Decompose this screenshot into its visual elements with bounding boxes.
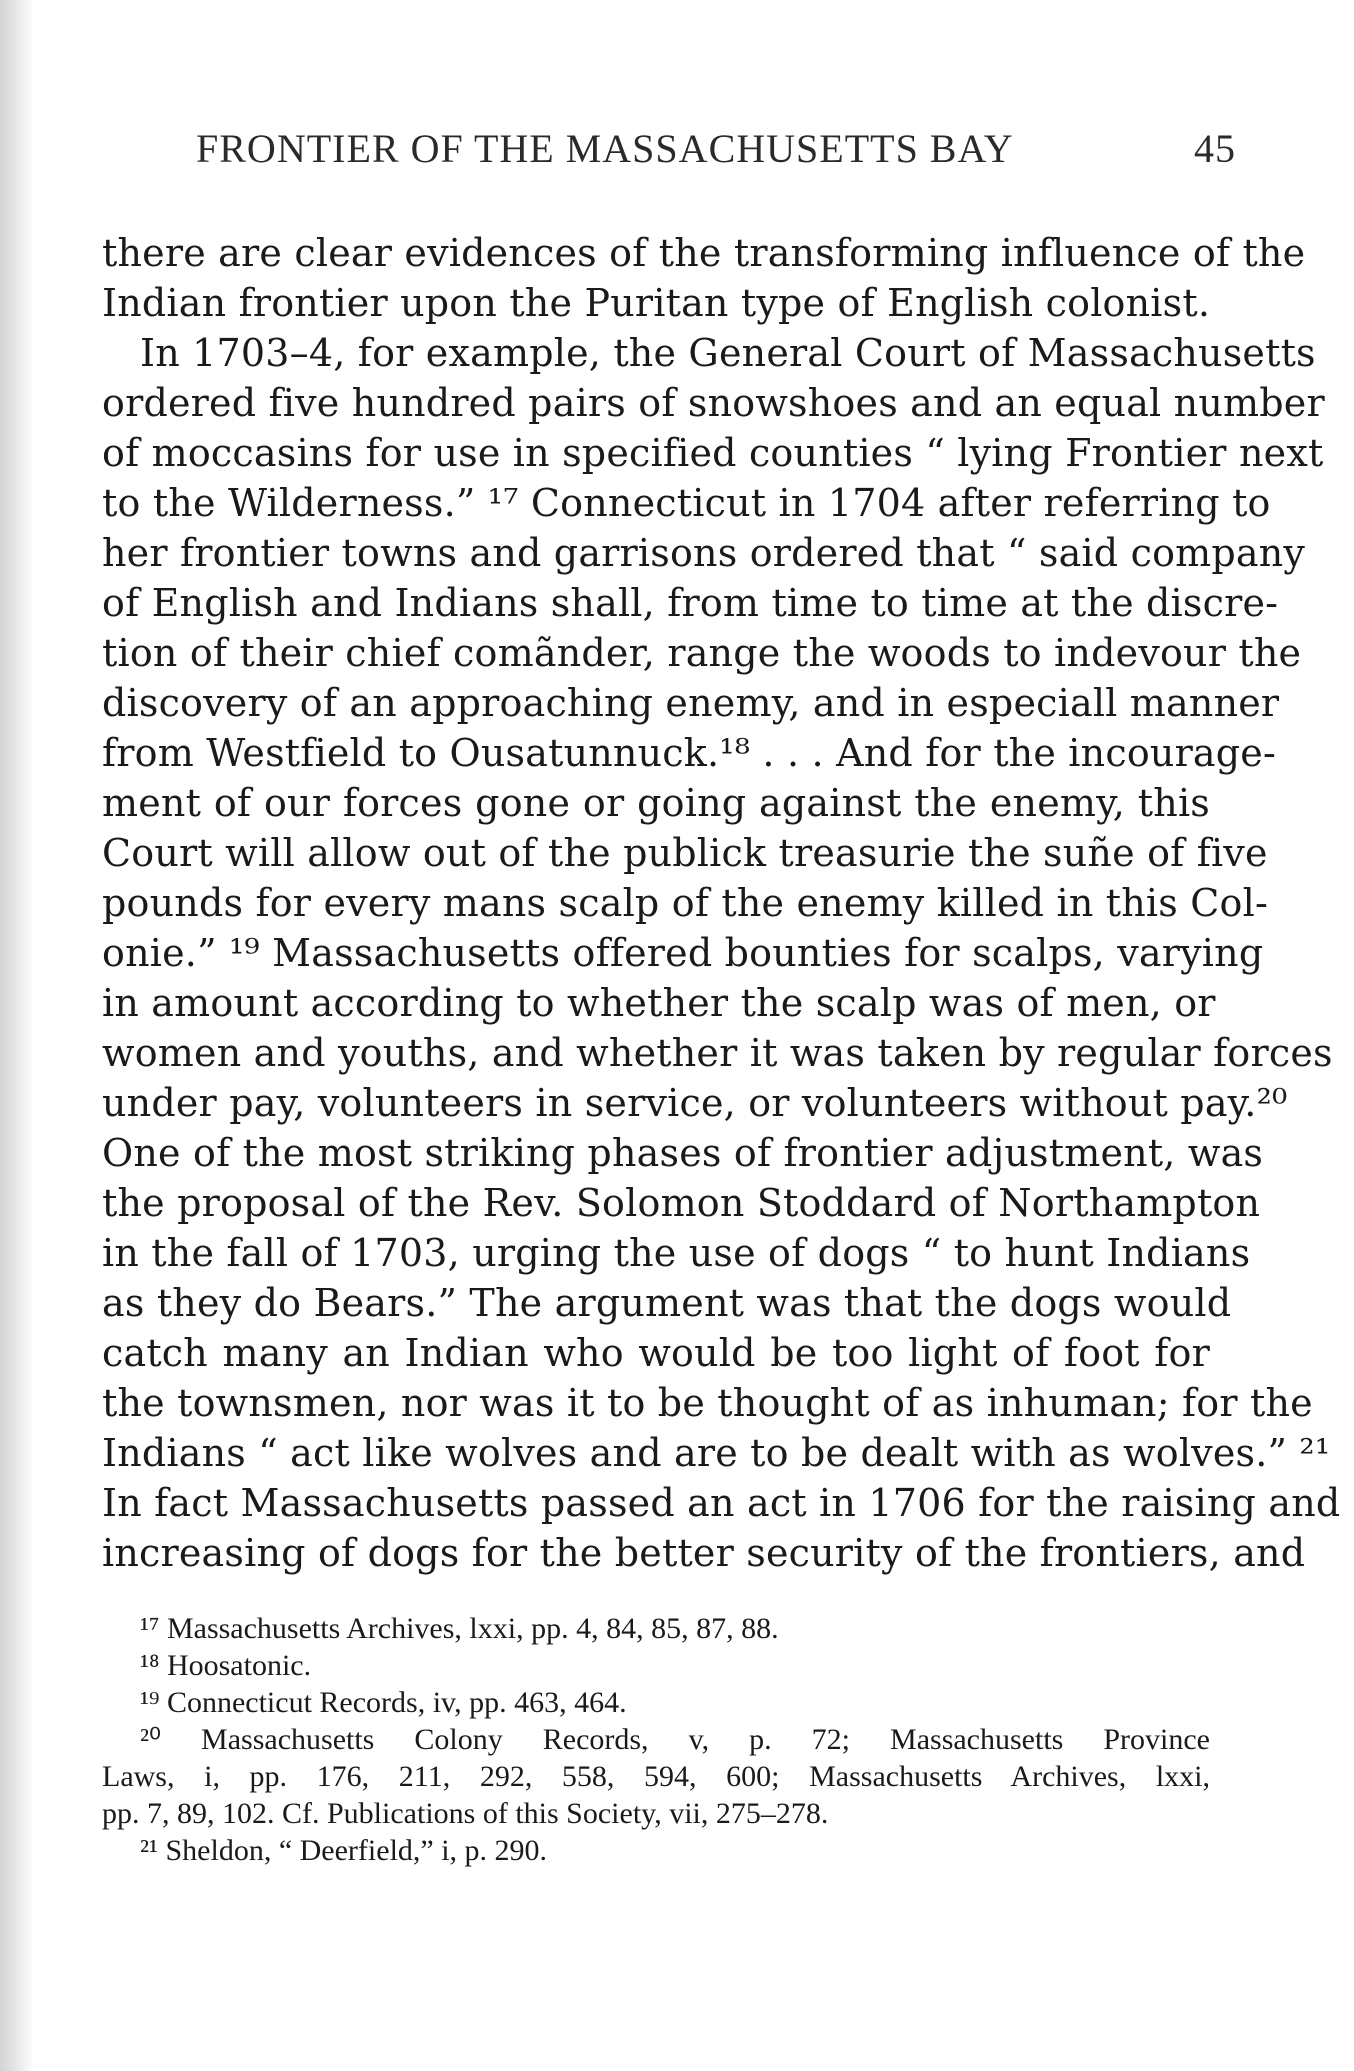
text-line: onie.” ¹⁹ Massachusetts offered bounties for scalps, varying [102, 931, 1264, 975]
text-line: the townsmen, nor was it to be thought of as inhuman; for the [102, 1381, 1313, 1425]
body-text [102, 228, 1341, 1578]
text-line: ordered five hundred pairs of snowshoes and an equal number [102, 381, 1325, 425]
footnote-21: ²¹ Sheldon, “ Deerfield,” i, p. 290. [140, 1834, 548, 1867]
text-line: increasing of dogs for the better security of the frontiers, and [102, 1531, 1306, 1575]
text-line: catch many an Indian who would be too light of foot for [102, 1331, 1210, 1375]
footnote-17: ¹⁷ Massachusetts Archives, lxxi, pp. 4, 84, 85, 87, 88. [140, 1612, 779, 1645]
text-line: Indians “ act like wolves and are to be dealt with as wolves.” ²¹ [102, 1431, 1331, 1475]
text-line: In fact Massachusetts passed an act in 1706 for the raising and [102, 1481, 1341, 1525]
text-line: Indian frontier upon the Puritan type of English colonist. [102, 281, 1211, 325]
text-line: women and youths, and whether it was taken by regular forces [102, 1031, 1333, 1075]
text-line: as they do Bears.” The argument was that the dogs would [102, 1281, 1232, 1325]
page-binding-shadow [0, 0, 34, 2071]
text-line: under pay, volunteers in service, or volunteers without pay.²⁰ [102, 1081, 1288, 1125]
text-line: In 1703–4, for example, the General Court of Massachusetts [140, 331, 1316, 375]
text-line: discovery of an approaching enemy, and in especiall manner [102, 681, 1280, 725]
footnote-20-continued: pp. 7, 89, 102. Cf. Publications of this Society, vii, 275–278. [102, 1797, 829, 1830]
text-line: tion of their chief comãnder, range the woods to indevour the [102, 631, 1302, 675]
text-line: her frontier towns and garrisons ordered that “ said company [102, 531, 1306, 575]
page-number: 45 [1194, 126, 1236, 171]
text-line: from Westfield to Ousatunnuck.¹⁸ . . . And for the incourage- [102, 731, 1277, 775]
footnote-20: ²⁰ Massachusetts Colony Records, v, p. 72; Massachusetts Province [140, 1723, 1210, 1756]
footnote-20-continued: Laws, i, pp. 176, 211, 292, 558, 594, 600; Massachusetts Archives, lxxi, [102, 1760, 1210, 1793]
text-line: Court will allow out of the publick treasurie the suñe of five [102, 831, 1268, 875]
text-line: of moccasins for use in specified counties “ lying Frontier next [102, 431, 1324, 475]
footnote-18: ¹⁸ Hoosatonic. [140, 1649, 312, 1682]
text-line: One of the most striking phases of frontier adjustment, was [102, 1131, 1264, 1175]
running-head [196, 125, 1240, 175]
text-line: to the Wilderness.” ¹⁷ Connecticut in 1704 after referring to [102, 481, 1271, 525]
text-line: ment of our forces gone or going against the enemy, this [102, 781, 1210, 825]
text-line: the proposal of the Rev. Solomon Stoddard of Northampton [102, 1181, 1261, 1225]
text-line: in the fall of 1703, urging the use of dogs “ to hunt Indians [102, 1231, 1251, 1275]
running-head-title: FRONTIER OF THE MASSACHUSETTS BAY [196, 126, 1014, 171]
text-line: in amount according to whether the scalp was of men, or [102, 981, 1216, 1025]
text-line: pounds for every mans scalp of the enemy killed in this Col- [102, 881, 1269, 925]
footnotes [102, 1610, 1210, 1869]
text-line: of English and Indians shall, from time to time at the discre- [102, 581, 1279, 625]
footnote-19: ¹⁹ Connecticut Records, iv, pp. 463, 464. [140, 1686, 627, 1719]
text-line: there are clear evidences of the transforming influence of the [102, 231, 1306, 275]
